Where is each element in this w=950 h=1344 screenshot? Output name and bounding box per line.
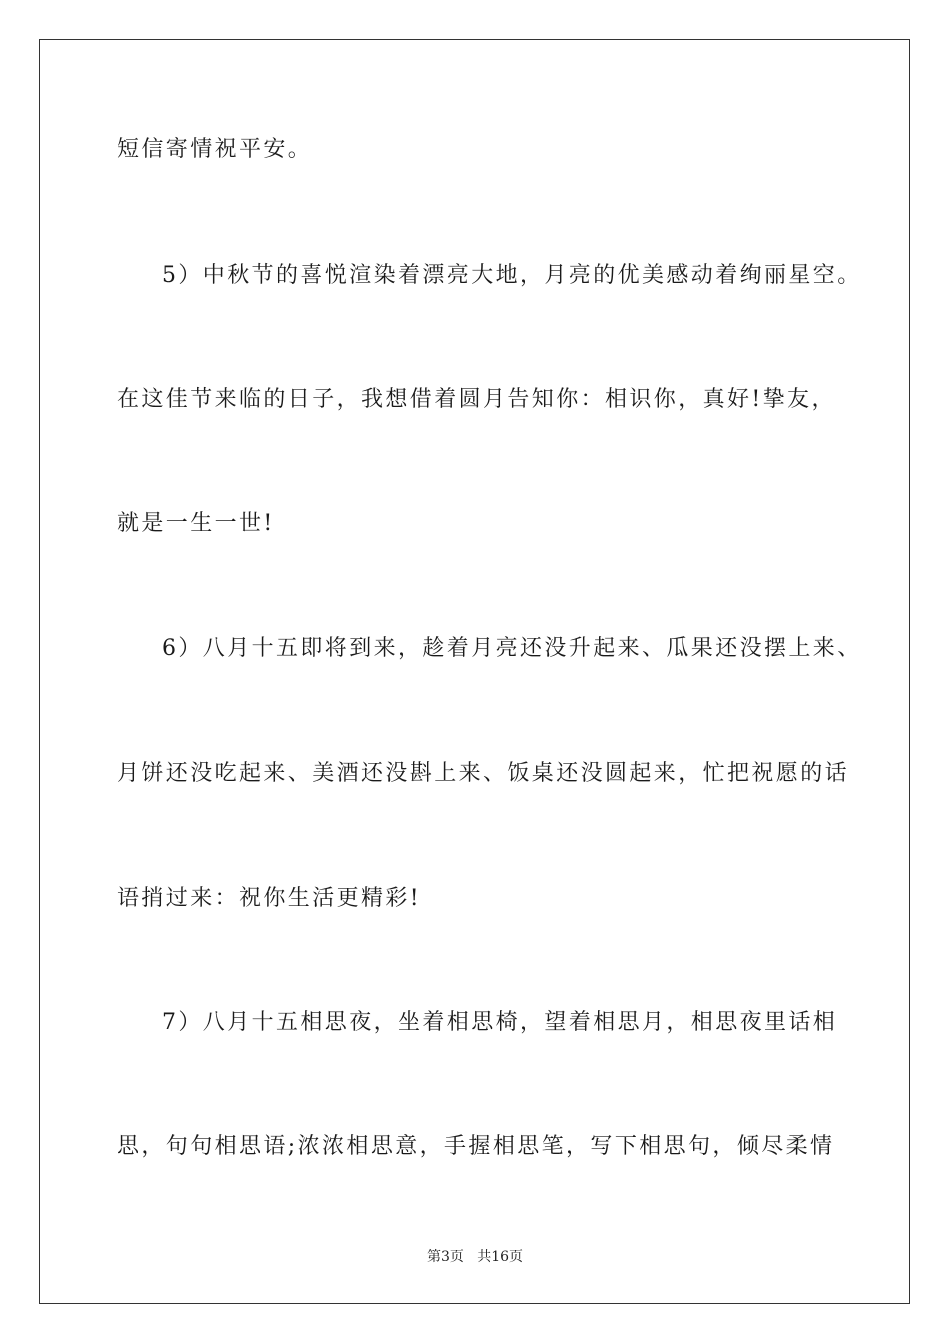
text-line: 在这佳节来临的日子，我想借着圆月告知你：相识你，真好!挚友，	[117, 387, 836, 412]
paragraph-7-start: 7）八月十五相思夜，坐着相思椅，望着相思月，相思夜里话相	[162, 1010, 838, 1035]
text-line: 就是一生一世!	[117, 511, 275, 536]
text-line: 短信寄情祝平安。	[117, 137, 313, 162]
page-border	[39, 39, 910, 1304]
paragraph-5-start: 5）中秋节的喜悦渲染着漂亮大地，月亮的优美感动着绚丽星空。	[162, 263, 862, 288]
text-line: 思，句句相思语;浓浓相思意，手握相思笔，写下相思句，倾尽柔情	[117, 1134, 835, 1159]
paragraph-6-start: 6）八月十五即将到来，趁着月亮还没升起来、瓜果还没摆上来、	[162, 636, 862, 661]
text-line: 语捎过来：祝你生活更精彩!	[117, 886, 422, 911]
page-number-footer: 第3页 共16页	[426, 1249, 524, 1265]
text-line: 月饼还没吃起来、美酒还没斟上来、饭桌还没圆起来，忙把祝愿的话	[117, 761, 850, 786]
